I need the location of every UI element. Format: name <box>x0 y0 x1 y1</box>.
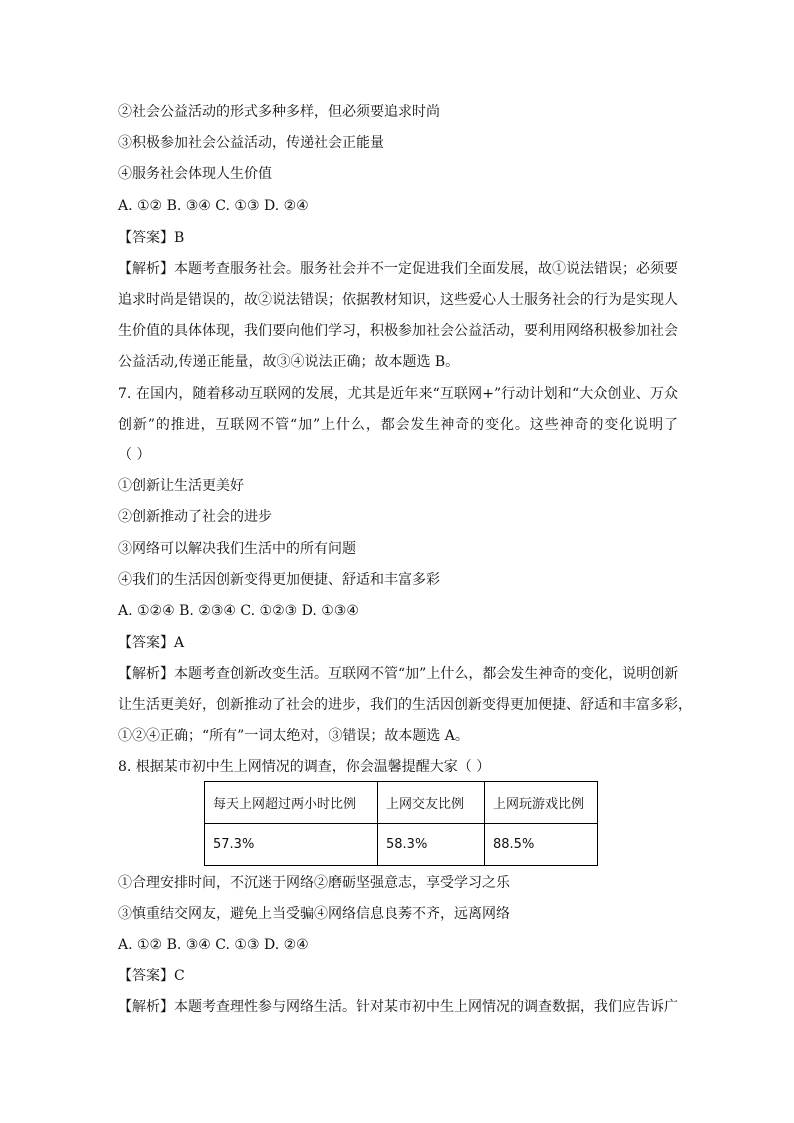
table-row <box>205 824 598 866</box>
table-cell: 57.3% <box>205 824 378 866</box>
q7-analysis-line-2: 让生活更美好，创新推动了社会的进步，我们的生活因创新变得更加便捷、舒适和丰富多彩， <box>118 697 692 713</box>
table-header-cell: 每天上网超过两小时比例 <box>205 782 378 824</box>
q6-choices: A. ①② B. ③④ C. ①③ D. ②④ <box>118 198 309 214</box>
q6-option-3: ③积极参加社会公益活动，传递社会正能量 <box>118 135 384 151</box>
table-header-row <box>205 782 598 824</box>
q7-analysis-line-3: ①②④正确；“所有”一词太绝对，③错误；故本题选 A。 <box>118 728 469 744</box>
q6-answer: 【答案】B <box>118 230 185 246</box>
q8-stem: 8. 根据某市初中生上网情况的调查，你会温馨提醒大家（ ） <box>118 759 491 775</box>
q6-analysis-line-2: 追求时尚是错误的，故②说法错误；依据教材知识，这些爱心人士服务社会的行为是实现人 <box>118 292 678 308</box>
q8-answer: 【答案】C <box>118 968 185 984</box>
q7-choices: A. ①②④ B. ②③④ C. ①②③ D. ①③④ <box>118 603 359 619</box>
q6-option-4: ④服务社会体现人生价值 <box>118 166 272 182</box>
q6-analysis-line-4: 公益活动,传递正能量，故③④说法正确；故本题选 B。 <box>118 354 460 370</box>
q6-analysis-line-1: 【解析】本题考查服务社会。服务社会并不一定促进我们全面发展，故①说法错误；必须要 <box>118 261 678 277</box>
q6-analysis-line-3: 生价值的具体体现，我们要向他们学习，积极参加社会公益活动，要利用网络积极参加社会 <box>118 323 678 339</box>
q8-options-1-2: ①合理安排时间，不沉迷于网络②磨砺坚强意志，享受学习之乐 <box>118 875 510 891</box>
table-cell: 58.3% <box>378 824 485 866</box>
table-header-cell: 上网交友比例 <box>378 782 485 824</box>
q6-option-2: ②社会公益活动的形式多种多样，但必须要追求时尚 <box>118 104 440 120</box>
q7-stem-line-2: 创新”的推进，互联网不管“加”上什么，都会发生神奇的变化。这些神奇的变化说明了 <box>118 417 678 433</box>
q7-option-4: ④我们的生活因创新变得更加便捷、舒适和丰富多彩 <box>118 572 440 588</box>
q7-stem-line-1: 7. 在国内，随着移动互联网的发展，尤其是近年来“互联网+”行动计划和“大众创业、万众 <box>118 386 678 402</box>
q7-option-3: ③网络可以解决我们生活中的所有问题 <box>118 541 356 557</box>
q7-option-2: ②创新推动了社会的进步 <box>118 509 272 525</box>
survey-table <box>204 781 598 866</box>
table-header-cell: 上网玩游戏比例 <box>485 782 598 824</box>
q7-stem-line-3: （ ） <box>118 447 151 463</box>
q8-choices: A. ①② B. ③④ C. ①③ D. ②④ <box>118 937 309 953</box>
q7-answer: 【答案】A <box>118 635 185 651</box>
q7-analysis-line-1: 【解析】本题考查创新改变生活。互联网不管“加”上什么，都会发生神奇的变化，说明创新 <box>118 666 679 682</box>
table-cell: 88.5% <box>485 824 598 866</box>
q8-analysis-line-1: 【解析】本题考查理性参与网络生活。针对某市初中生上网情况的调查数据，我们应告诉广 <box>118 999 678 1015</box>
q8-options-3-4: ③慎重结交网友，避免上当受骗④网络信息良莠不齐，远离网络 <box>118 906 510 922</box>
q7-option-1: ①创新让生活更美好 <box>118 478 244 494</box>
